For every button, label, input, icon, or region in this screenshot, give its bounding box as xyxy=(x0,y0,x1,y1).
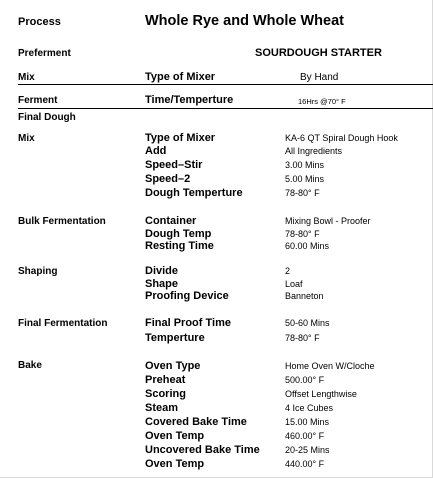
final-fermentation-value: 50-60 Mins xyxy=(285,318,330,328)
bake-value: 500.00° F xyxy=(285,375,325,385)
bake-key: Scoring xyxy=(145,388,186,400)
mix-key: Speed–2 xyxy=(145,173,191,185)
section-label-mix: Mix xyxy=(18,133,35,144)
bake-key: Preheat xyxy=(145,374,186,386)
mix-value: KA-6 QT Spiral Dough Hook xyxy=(285,133,398,143)
bulk-value: 78-80° F xyxy=(285,229,320,239)
final-fermentation-value: 78-80° F xyxy=(285,333,320,343)
bake-key: Uncovered Bake Time xyxy=(145,444,260,456)
ferment-value: 16Hrs @70° F xyxy=(298,97,346,106)
preferment-value: SOURDOUGH STARTER xyxy=(255,47,382,59)
divider-line xyxy=(18,108,433,109)
bake-value: 20-25 Mins xyxy=(285,445,330,455)
bake-value: Offset Lengthwise xyxy=(285,389,357,399)
shaping-key: Shape xyxy=(145,278,179,290)
final-fermentation-key: Final Proof Time xyxy=(145,317,231,329)
bake-key: Oven Type xyxy=(145,360,201,372)
bake-value: 440.00° F xyxy=(285,459,325,469)
shaping-key: Divide xyxy=(145,265,179,277)
section-label-shaping: Shaping xyxy=(18,266,58,277)
section-label-bulk-fermentation: Bulk Fermentation xyxy=(18,216,106,227)
shaping-value: 2 xyxy=(285,266,291,276)
bake-value: Home Oven W/Cloche xyxy=(285,361,375,371)
bake-key: Covered Bake Time xyxy=(145,416,247,428)
final-dough-label: Final Dough xyxy=(18,112,76,123)
bulk-key: Container xyxy=(145,215,197,227)
shaping-key: Proofing Device xyxy=(145,290,229,302)
shaping-value: Banneton xyxy=(285,291,324,301)
mix-key: Dough Temperture xyxy=(145,187,243,199)
mix-key: Add xyxy=(145,145,167,157)
bake-value: 4 Ice Cubes xyxy=(285,403,334,413)
bake-key: Oven Temp xyxy=(145,430,205,442)
ferment-key: Time/Temperture xyxy=(145,94,234,106)
recipe-title: Whole Rye and Whole Wheat xyxy=(145,13,344,29)
mix-value: 78-80° F xyxy=(285,188,320,198)
shaping-value: Loaf xyxy=(285,279,303,289)
section-label-bake: Bake xyxy=(18,360,42,371)
ferment-label: Ferment xyxy=(18,95,58,106)
mix-value: 3.00 Mins xyxy=(285,160,325,170)
bulk-key: Dough Temp xyxy=(145,228,212,240)
mix-value: All Ingredients xyxy=(285,146,343,156)
process-label: Process xyxy=(18,16,61,28)
mix-key: Type of Mixer xyxy=(145,132,216,144)
section-label-final-fermentation: Final Fermentation xyxy=(18,318,108,329)
mix-key: Speed–Stir xyxy=(145,159,203,171)
bulk-value: Mixing Bowl - Proofer xyxy=(285,216,371,226)
bake-value: 15.00 Mins xyxy=(285,417,330,427)
bake-value: 460.00° F xyxy=(285,431,325,441)
preferment-mix-key: Type of Mixer xyxy=(145,71,216,83)
mix-value: 5.00 Mins xyxy=(285,174,325,184)
preferment-mix-value: By Hand xyxy=(300,72,339,83)
preferment-label: Preferment xyxy=(18,48,71,59)
bulk-key: Resting Time xyxy=(145,240,214,252)
divider-line xyxy=(18,84,433,85)
preferment-mix-label: Mix xyxy=(18,72,35,83)
bake-key: Oven Temp xyxy=(145,458,205,470)
bake-key: Steam xyxy=(145,402,179,414)
bulk-value: 60.00 Mins xyxy=(285,241,330,251)
final-fermentation-key: Temperture xyxy=(145,332,205,344)
